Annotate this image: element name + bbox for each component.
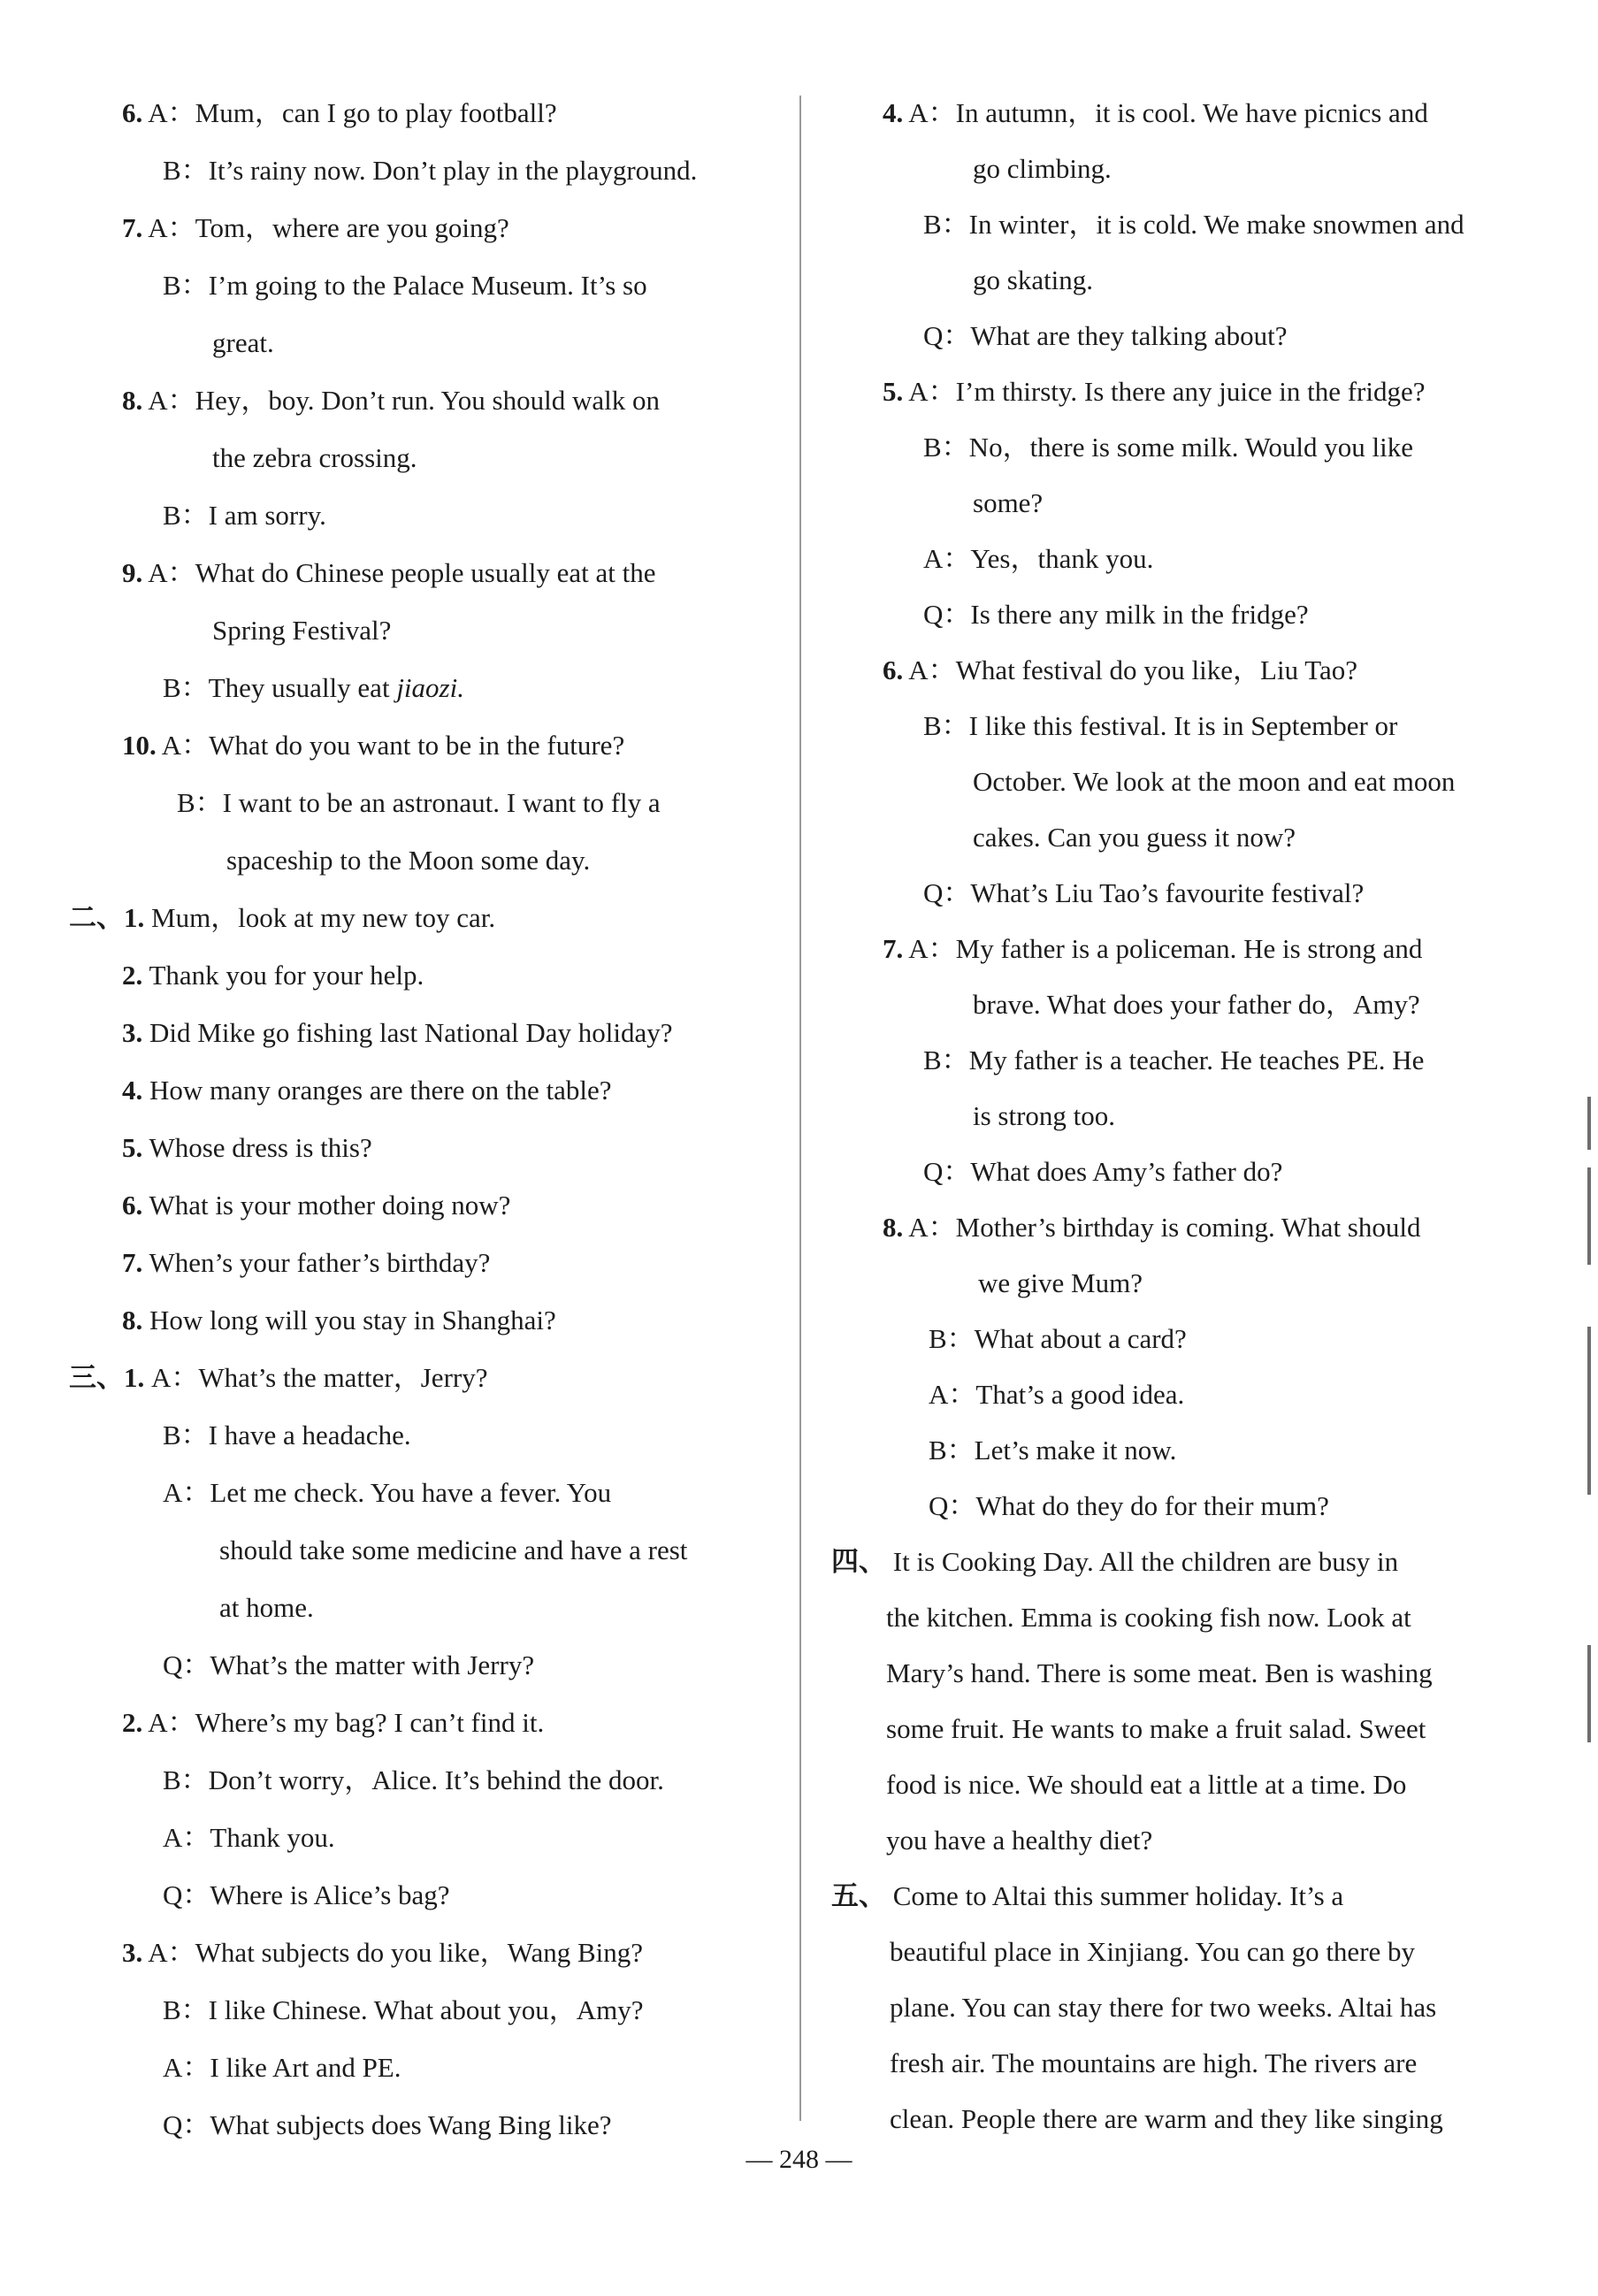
- edge-mark: [1587, 1327, 1591, 1495]
- text-line: some fruit. He wants to make a fruit salad. Sweet: [886, 1713, 1426, 1744]
- item-number: 8.: [122, 1305, 143, 1336]
- page-number: — 248 —: [745, 2145, 853, 2174]
- edge-mark: [1587, 1167, 1591, 1265]
- text-line: is strong too.: [973, 1100, 1116, 1131]
- text-line: 二、1. Mum，look at my new toy car.: [69, 902, 496, 933]
- text-line: beautiful place in Xinjiang. You can go there by: [890, 1936, 1416, 1967]
- text-line: 3. Did Mike go fishing last National Day holiday?: [122, 1017, 673, 1048]
- text-line: B：It’s rainy now. Don’t play in the playground.: [163, 155, 698, 186]
- item-number: 9.: [122, 557, 143, 588]
- text-line: Q：What subjects does Wang Bing like?: [163, 2109, 612, 2140]
- column-divider: [799, 96, 801, 2121]
- text-line: B：I’m going to the Palace Museum. It’s so: [163, 270, 647, 301]
- item-number: 2.: [122, 960, 143, 991]
- text-line: Q：Is there any milk in the fridge?: [923, 599, 1309, 630]
- text-line: B：In winter，it is cold. We make snowmen and: [923, 209, 1464, 240]
- item-number: 7.: [122, 1247, 143, 1278]
- text-line: B：Let’s make it now.: [929, 1435, 1177, 1466]
- text-line: food is nice. We should eat a little at a time. Do: [886, 1769, 1407, 1800]
- item-number: 五、: [831, 1880, 886, 1911]
- item-number: 5.: [883, 376, 904, 407]
- text-line: plane. You can stay there for two weeks. Altai has: [890, 1992, 1437, 2023]
- text-line: some?: [973, 487, 1044, 518]
- text-line: 三、1. A：What’s the matter，Jerry?: [69, 1362, 488, 1393]
- text-line: fresh air. The mountains are high. The rivers are: [890, 2047, 1418, 2078]
- text-line: B：No，there is some milk. Would you like: [923, 432, 1414, 463]
- text-line: 2. A：Where’s my bag? I can’t find it.: [122, 1707, 545, 1738]
- item-number: 6.: [883, 654, 904, 685]
- text-line: 2. Thank you for your help.: [122, 960, 424, 991]
- text-line: B：What about a card?: [929, 1323, 1187, 1354]
- text-line: Q：Where is Alice’s bag?: [163, 1879, 450, 1910]
- item-number: 三、1.: [69, 1362, 145, 1393]
- item-number: 5.: [122, 1132, 143, 1163]
- text-line: B：They usually eat jiaozi.: [163, 672, 464, 703]
- text-line: 6. What is your mother doing now?: [122, 1190, 511, 1221]
- text-line: you have a healthy diet?: [886, 1825, 1153, 1856]
- item-number: 3.: [122, 1017, 143, 1048]
- text-line: 6. A：What festival do you like，Liu Tao?: [883, 654, 1358, 685]
- text-line: Mary’s hand. There is some meat. Ben is washing: [886, 1657, 1433, 1688]
- text-line: cakes. Can you guess it now?: [973, 822, 1296, 853]
- text-line: B：My father is a teacher. He teaches PE. He: [923, 1045, 1425, 1075]
- text-line: Q：What do they do for their mum?: [929, 1490, 1329, 1521]
- text-line: at home.: [219, 1592, 314, 1623]
- text-line: 8. A：Hey，boy. Don’t run. You should walk on: [122, 385, 660, 416]
- item-number: 6.: [122, 97, 143, 128]
- text-line: 3. A：What subjects do you like，Wang Bing?: [122, 1937, 643, 1968]
- text-line: B：I am sorry.: [163, 500, 326, 531]
- item-number: 4.: [883, 97, 904, 128]
- text-line: Q：What’s the matter with Jerry?: [163, 1649, 535, 1680]
- text-line: the kitchen. Emma is cooking fish now. Look at: [886, 1602, 1411, 1633]
- text-line: brave. What does your father do，Amy?: [973, 989, 1420, 1020]
- text-line: A：That’s a good idea.: [929, 1379, 1185, 1410]
- text-line: spaceship to the Moon some day.: [226, 845, 591, 876]
- item-number: 3.: [122, 1937, 143, 1968]
- text-line: 5. Whose dress is this?: [122, 1132, 372, 1163]
- text-line: Q：What does Amy’s father do?: [923, 1156, 1283, 1187]
- text-line: Spring Festival?: [212, 615, 392, 646]
- edge-mark: [1587, 1645, 1591, 1742]
- text-line: great.: [212, 327, 274, 358]
- text-line: 8. How long will you stay in Shanghai?: [122, 1305, 556, 1336]
- text-line: Q：What are they talking about?: [923, 320, 1288, 351]
- item-number: 四、: [831, 1546, 886, 1577]
- text-line: B：I want to be an astronaut. I want to fly a: [177, 787, 661, 818]
- text-line: 9. A：What do Chinese people usually eat at the: [122, 557, 656, 588]
- text-line: should take some medicine and have a rest: [219, 1534, 688, 1565]
- text-line: A：Thank you.: [163, 1822, 335, 1853]
- text-line: October. We look at the moon and eat moon: [973, 766, 1456, 797]
- text-line: 7. A：Tom，where are you going?: [122, 212, 509, 243]
- text-line: 五、 Come to Altai this summer holiday. It’s a: [831, 1880, 1344, 1911]
- item-number: 8.: [883, 1212, 904, 1243]
- italic-word: jiaozi.: [396, 672, 464, 703]
- text-line: B：Don’t worry，Alice. It’s behind the door.: [163, 1764, 664, 1795]
- text-line: the zebra crossing.: [212, 442, 417, 473]
- item-number: 二、1.: [69, 902, 145, 933]
- text-line: B：I like this festival. It is in September or: [923, 710, 1398, 741]
- item-number: 8.: [122, 385, 143, 416]
- text-line: A：Yes，thank you.: [923, 543, 1154, 574]
- text-line: clean. People there are warm and they like singing: [890, 2103, 1443, 2134]
- text-line: B：I have a headache.: [163, 1420, 411, 1450]
- item-number: 6.: [122, 1190, 143, 1221]
- text-line: 7. When’s your father’s birthday?: [122, 1247, 491, 1278]
- item-number: 7.: [122, 212, 143, 243]
- text-line: B：I like Chinese. What about you，Amy?: [163, 1994, 644, 2025]
- text-line: 10. A：What do you want to be in the future?: [122, 730, 625, 761]
- edge-mark: [1587, 1097, 1591, 1150]
- text-line: A：I like Art and PE.: [163, 2052, 401, 2083]
- text-line: 8. A：Mother’s birthday is coming. What should: [883, 1212, 1421, 1243]
- text-line: 四、 It is Cooking Day. All the children are busy in: [831, 1546, 1399, 1577]
- text-line: 7. A：My father is a policeman. He is strong and: [883, 933, 1423, 964]
- item-number: 7.: [883, 933, 904, 964]
- text-line: 6. A：Mum，can I go to play football?: [122, 97, 557, 128]
- text-line: 4. How many oranges are there on the table?: [122, 1075, 612, 1106]
- text-line: go climbing.: [973, 153, 1112, 184]
- text-line: 5. A：I’m thirsty. Is there any juice in the fridge?: [883, 376, 1426, 407]
- text-line: 4. A：In autumn，it is cool. We have picnics and: [883, 97, 1428, 128]
- text-line: we give Mum?: [978, 1267, 1143, 1298]
- text-line: Q：What’s Liu Tao’s favourite festival?: [923, 877, 1365, 908]
- text-line: go skating.: [973, 264, 1094, 295]
- item-number: 10.: [122, 730, 157, 761]
- text-line: A：Let me check. You have a fever. You: [163, 1477, 612, 1508]
- item-number: 4.: [122, 1075, 143, 1106]
- item-number: 2.: [122, 1707, 143, 1738]
